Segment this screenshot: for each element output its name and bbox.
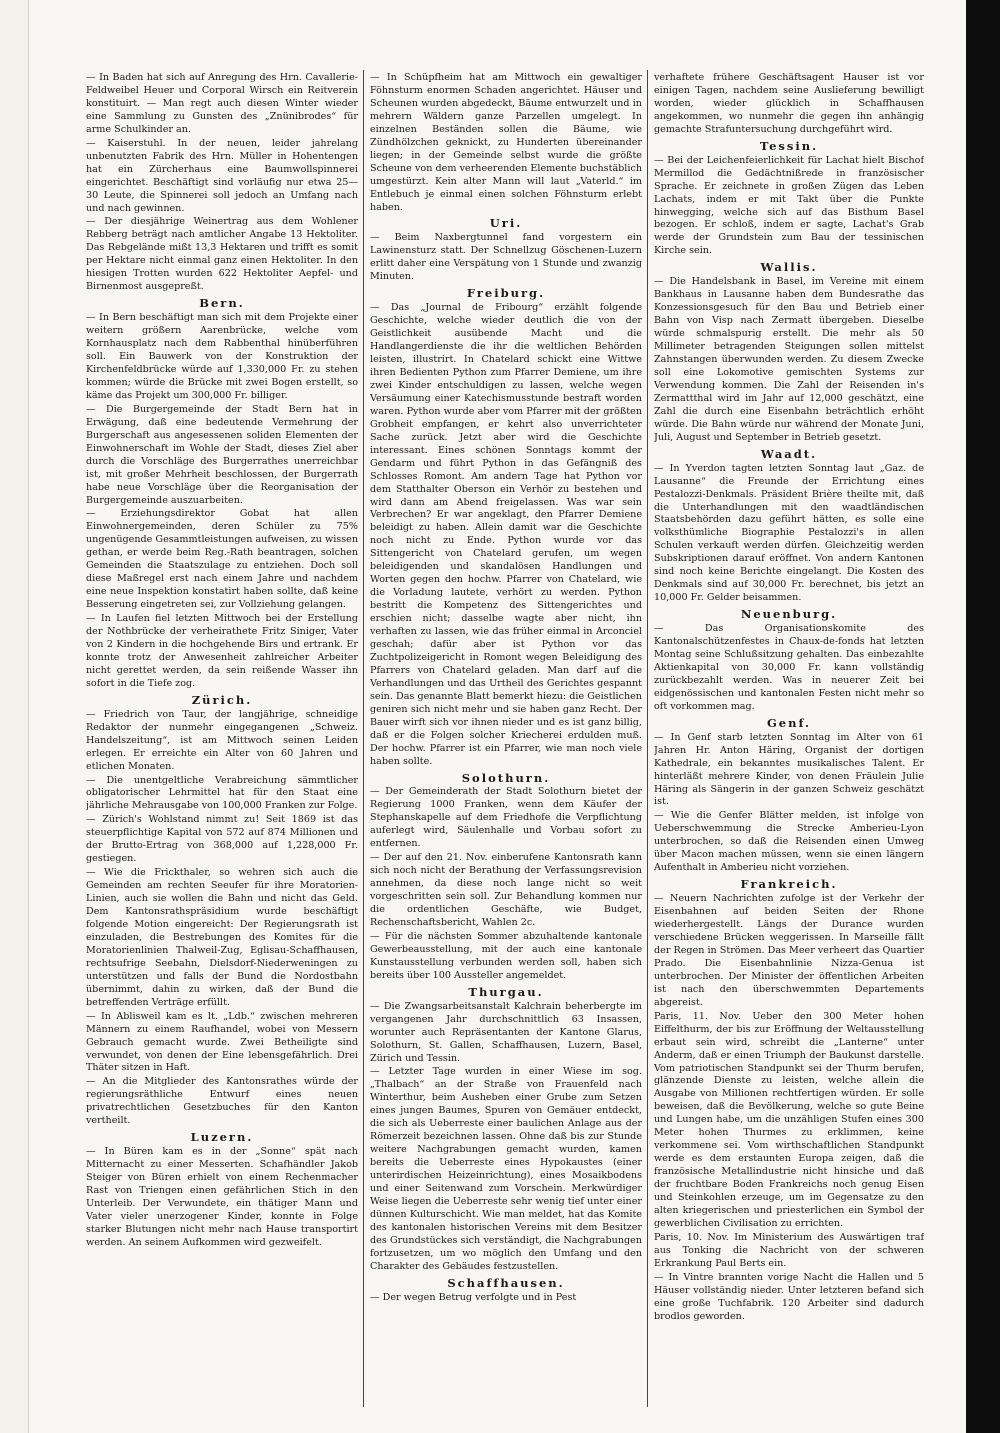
- article: — Die unentgeltliche Verabreichung sämmtlicher obligatorischer Lehrmittel hat für den Staat eine jährliche Mehrausgabe von 100,000 Franken zur Folge.: [86, 774, 358, 812]
- article: — In Vintre brannten vorige Nacht die Hallen und 5 Häuser vollständig nieder. Unter letzteren befand sich eine große Tuchfabrik. 120 Arbeiter sind dadurch brodlos geworden.: [654, 1271, 924, 1322]
- article: — Für die nächsten Sommer abzuhaltende kantonale Gewerbeausstellung, mit der auch eine kantonale Kunstausstellung verbunden werden soll, haben sich bereits über 100 Aussteller angemeldet.: [370, 930, 642, 981]
- article: — Erziehungsdirektor Gobat hat allen Einwohnergemeinden, deren Schüler zu 75% ungenügende Gesammtleistungen aufweisen, zu wissen gethan, er werde beim Reg.-Rath beantragen, solchen Gemeinden die Staatszulage zu entziehen. Doch soll diese Maßregel erst nach einem Jahre und nachdem eine neue Inspektion konstatirt haben sollte, daß keine Besserung eingetreten sei, zur Vollziehung gelangen.: [86, 508, 358, 611]
- article: Paris, 10. Nov. Im Ministerium des Auswärtigen traf aus Tonking die Nachricht von der schweren Erkrankung Paul Berts ein.: [654, 1231, 924, 1269]
- article: — In Yverdon tagten letzten Sonntag laut „Gaz. de Lausanne“ die Freunde der Errichtung eines Pestalozzi-Denkmals. Präsident Brière theilte mit, daß die Unterhandlungen mit den waadtländischen Staatsbehörden dazu geführt hätten, es solle eine volksthümliche Biographie Pestalozzi's in allen Schulen verkauft werden dürfen. Gleichzeitig werden Subskriptionen darauf eröffnet. Von andern Kantonen sind noch keine Berichte eingelangt. Die Kosten des Denkmals sind auf 30,000 Fr. berechnet, bis jetzt an 10,000 Fr. Gelder beisammen.: [654, 462, 924, 604]
- article: — Friedrich von Taur, der langjährige, schneidige Redaktor der nunmehr eingegangenen „Schweiz. Handelszeitung“, ist am Mittwoch seinen Leiden erlegen. Er erreichte ein Alter von 60 Jahren und etlichen Monaten.: [86, 708, 358, 772]
- article: — An die Mitglieder des Kantonsrathes würde der regierungsräthliche Entwurf eines neuen privatrechtlichen Gesetzbuches für den Kanton vertheilt.: [86, 1076, 358, 1127]
- section-heading-thurgau: Thurgau.: [468, 984, 544, 999]
- article: — In Laufen fiel letzten Mittwoch bei der Erstellung der Nothbrücke der verheirathete Fritz Siniger, Vater von 2 Kindern in die hochgehende Birs und ertrank. Er konnte trotz der Anwesenheit zahlreicher Arbeiter nicht gerettet werden, da sein reißende Wasser ihn sofort in die Tiefe zog.: [86, 613, 358, 689]
- article: — In Ablisweil kam es lt. „Ldb.“ zwischen mehreren Männern zu einem Raufhandel, wobei von Messern Gebrauch gemacht wurde. Zwei Betheiligte sind verwundet, von denen der Eine lebensgefährlich. Drei Thäter sitzen in Haft.: [86, 1010, 358, 1074]
- section-heading-zuerich: Zürich.: [191, 692, 253, 707]
- column-2: [370, 72, 642, 1411]
- column-rule: [647, 70, 648, 1407]
- article: — Der auf den 21. Nov. einberufene Kantonsrath kann sich noch nicht der Berathung der Verfassungsrevision annehmen, da diese noch lange nicht so weit vorgeschritten sein soll. Zur Behandlung kommen nur die ordentlichen Geschäfte, wie Budget, Rechenschaftsbericht, Wahlen 2c.: [370, 852, 642, 928]
- section-heading-genf: Genf.: [766, 715, 812, 730]
- section-heading-bern: Bern.: [199, 296, 245, 311]
- article: — Der diesjährige Weinertrag aus dem Wohlener Rebberg beträgt nach amtlicher Angabe 13 Hektoliter. Das Rebgelände mißt 13,3 Hektaren und trifft es somit per Hektare nicht einmal ganz einen Hektoliter. In den hiesigen Trotten wurden 622 Hektoliter Aepfel- und Birnenmost ausgepreßt.: [86, 216, 358, 293]
- article: — In Schüpfheim hat am Mittwoch ein gewaltiger Föhnsturm enormen Schaden angerichtet. Häuser und Scheunen wurden abgedeckt, Bäume entwurzelt und in mehrern Wäldern ganze Parzellen umgelegt. In einzelnen Beständen sollen die Bäume, wie Zündhölzchen geknickt, zu Hunderten übereinander liegen; in der Gemeinde selbst wurde die größte Scheune von dem verheerenden Elemente buchstäblich umgestürzt. Kein alter Mann will laut „Vaterld.“ im Entlebuch je einmal einen solchen Föhnsturm erlebt haben.: [370, 72, 642, 213]
- article: — Neuern Nachrichten zufolge ist der Verkehr der Eisenbahnen auf beiden Seiten der Rhone wiederhergestellt. Längs der Durance wurden verschiedene Brücken weggerissen. In Marseille fällt der Regen in Strömen. Das Meer verheert das Quartier Prado. Die Eisenbahnlinie Nizza-Genua ist unterbrochen. Der Minister der öffentlichen Arbeiten ist nach den überschwemmten Departements abgereist.: [654, 893, 924, 1008]
- section-heading-wallis: Wallis.: [760, 260, 818, 275]
- article: — Der Gemeinderath der Stadt Solothurn bietet der Regierung 1000 Franken, wenn dem Käufer der Stephanskapelle auf dem Friedhofe die Verpflichtung auferlegt wird, Säulenhalle und Vorbau sofort zu entfernen.: [370, 786, 642, 850]
- article: — Zürich's Wohlstand nimmt zu! Seit 1869 ist das steuerpflichtige Kapital von 572 auf 874 Millionen und der Brutto-Ertrag von 368,000 auf 1,228,000 Fr. gestiegen.: [86, 814, 358, 865]
- article: — Das „Journal de Fribourg“ erzählt folgende Geschichte, welche wieder deutlich die von der Geistlichkeit ausübende Macht und die Handlangerdienste die ihr die weltlichen Behörden leisten, illustrirt. In Chatelard schickt eine Wittwe ihren Bedienten Python zum Pfarrer Demiene, um ihre zwei Kinder entschuldigen zu lassen, welche wegen Versäumung einer Katechismusstunde bestraft worden waren. Python wurde aber vom Pfarrer mit der größten Grobheit empfangen, er kehrt also unverrichteter Sache zurück. Jetzt aber wird die Geschichte interessant. Eines schönen Sonntags kommt der Gendarm und führt Python in das Gefängniß des Schlosses Romont. Am andern Tage hat Python vor dem Statthalter Oberson ein Verhör zu bestehen und wird dann am Abend freigelassen. Was war sein Verbrechen? Er war angeklagt, den Pfarrer Demiene beleidigt zu haben. Allein damit war die Geschichte noch nicht zu Ende. Python wurde vor das Sittengericht von Chatelard gerufen, um wegen beleidigenden und skandalösen Handlungen und Worten gegen den hochw. Pfarrer von Chatelard, wie die Vorladung lautete, verhört zu werden. Python bestritt die Kompetenz des Sittengerichtes und erschien nicht; dasselbe wagte aber nicht, ihn verhaften zu lassen, wie das früher einmal in Arconciel geschah; dafür aber ist Python vor das Zuchtpolizeigericht in Romont wegen Beleidigung des Pfarrers von Chatelard geladen. Man darf auf die Verhandlungen und das Urtheil des Gerichtes gespannt sein. Das genannte Blatt bemerkt hiezu: die Geistlichen geniren sich nicht mehr und sie haben ganz Recht. Der Bauer wirft sich vor ihnen nieder und es ist ganz billig, daß er die Folgen solcher Kriecherei erdulden muß. Der hochw. Pfarrer ist ein Pfarrer, wie man noch viele haben sollte.: [370, 302, 642, 767]
- article: — Wie die Genfer Blätter melden, ist infolge von Ueberschwemmung die Strecke Amberieu-Lyon unterbrochen, so daß die Reisenden einen Umweg über Macon machen müssen, wenn sie einen längern Aufenthalt in Amberieu nicht vorziehen.: [654, 810, 924, 874]
- column-rule: [363, 70, 364, 1407]
- article: — Kaiserstuhl. In der neuen, leider jahrelang unbenutzten Fabrik des Hrn. Müller in Hohentengen hat ein Zürcherhaus eine Baumwollspinnerei eingerichtet. Beschäftigt sind vorläufig nur etwa 25—30 Leute, die Spinnerei soll jedoch an Umfang nach und nach gewinnen.: [86, 137, 358, 214]
- column-1: [86, 72, 358, 1411]
- article: — In Genf starb letzten Sonntag im Alter von 61 Jahren Hr. Anton Häring, Organist der dortigen Kathedrale, ein bekanntes musikalisches Talent. Er hinterläßt mehrere Kinder, von denen Fräulein Julie Häring als Sängerin in der ganzen Schweiz geschätzt ist.: [654, 731, 924, 808]
- section-heading-neuenburg: Neuenburg.: [740, 607, 838, 622]
- left-page-edge: [0, 0, 29, 1433]
- article: — Wie die Frickthaler, so wehren sich auch die Gemeinden am rechten Seeufer für ihre Moratorien-Linien, auch sie wollen die Bahn und nicht das Geld. Dem Kantonsrathspräsidium wurde beschäftigt folgende Motion eingereicht: Der Regierungsrath ist einzuladen, die Bestrebungen des Komites für die Moratorienlinien Thalweil-Zug, Eglisau-Schaffhausen, rechtsufrige Seebahn, Dielsdorf-Niederweningen zu unterstützen und falls der Bund die Nordostbahn übernimmt, dahin zu wirken, daß der Bund die betreffenden Verträge erfüllt.: [86, 867, 358, 1008]
- article: — Die Zwangsarbeitsanstalt Kalchrain beherbergte im vergangenen Jahr durchschnittlich 63 Insassen, worunter auch Repräsentanten der Kantone Glarus, Solothurn, St. Gallen, Schaffhausen, Luzern, Basel, Zürich und Tessin.: [370, 1000, 642, 1064]
- section-heading-freiburg: Freiburg.: [466, 286, 546, 301]
- article: — Die Burgergemeinde der Stadt Bern hat in Erwägung, daß eine bedeutende Vermehrung der Burgerschaft aus angesessenen soliden Elementen der Einwohnerschaft im Wohle der Stadt, dieses Ziel aber durch die Vorschläge des Burgerrathes unerreichbar ist, mit großer Mehrheit beschlossen, der Burgerrath habe neue Vorschläge über die Reorganisation der Burgergemeinde auszuarbeiten.: [86, 403, 358, 506]
- section-heading-solothurn: Solothurn.: [461, 770, 551, 785]
- article: verhaftete frühere Geschäftsagent Hauser ist vor einigen Tagen, nachdem seine Auslieferung bewilligt worden, wieder glücklich in Schaffhausen angekommen, wo nunmehr die gegen ihn anhängig gemachte Strafuntersuchung durchgeführt wird.: [654, 72, 924, 135]
- article: — In Büren kam es in der „Sonne“ spät nach Mitternacht zu einer Messerten. Schafhändler Jakob Steiger von Büren erhielt von einem Rechenmacher Rast von Triengen einen gefährlichen Stich in den Unterleib. Der Verwundete, ein thätiger Mann und Vater vieler unerzogener Kinder, konnte in Folge starker Blutungen nicht mehr nach Hause transportirt werden. An seinem Aufkommen wird gezweifelt.: [86, 1146, 358, 1248]
- article: — Bei der Leichenfeierlichkeit für Lachat hielt Bischof Mermillod die Gedächtnißrede in französischer Sprache. Er zeichnete in großen Zügen das Leben Lachats, indem er mit Takt über die Punkte hinwegging, welche sich auf das Bisthum Basel bezogen. Er schloß, indem er sagte, Lachat's Grab werde der Grundstein zum Bau der tessinischen Kirche sein.: [654, 154, 924, 257]
- section-heading-frankreich: Frankreich.: [740, 877, 838, 892]
- article: — Die Handelsbank in Basel, im Vereine mit einem Bankhaus in Lausanne haben dem Bundesrathe das Konzessionsgesuch für den Bau und Betrieb einer Bahn von Visp nach Zermatt übergeben. Dieselbe würde schmalspurig erstellt. Die mehr als 50 Millimeter betragenden Steigungen sollen mittelst Zahnstangen überwunden werden. Zu diesem Zwecke soll eine Lokomotive gemischten Systems zur Verwendung kommen. Die Zahl der Reisenden in's Zermattthal wird im Jahr auf 12,000 geschätzt, eine Zahl die durch eine Eisenbahn beträchtlich erhöht würde. Die Bahn würde nur während der Monate Juni, Juli, August und September in Betrieb gesetzt.: [654, 276, 924, 443]
- article: — Der wegen Betrug verfolgte und in Pest: [370, 1291, 577, 1303]
- article: — In Baden hat sich auf Anregung des Hrn. Cavallerie-Feldweibel Heuer und Corporal Wirsch ein Reitverein konstituirt. — Man regt auch diesen Winter wieder eine Sammlung zu Gunsten des „Znünibrodes“ für arme Schulkinder an.: [86, 72, 358, 135]
- article: Paris, 11. Nov. Ueber den 300 Meter hohen Eiffelthurm, der bis zur Eröffnung der Weltausstellung erbaut sein wird, schreibt die „Lanterne“ unter Anderm, daß er einen Triumph der Baukunst darstelle. Vom patriotischen Standpunkt sei der Thurm berufen, glänzende Dienste zu leisten, welche allein die Ausgabe von Millionen rechtfertigen würden. Er solle beweisen, daß die Bevölkerung, welche so gute Beine und Lungen habe, um die unzähligen Stufen eines 300 Meter hohen Thurmes zu erklimmen, keine verkommene sei. Vom wirthschaftlichen Standpunkt werde es dem erstaunten Europa zeigen, daß die französische Metallindustrie nicht hinsiche und daß der fruchtbare Boden Frankreichs noch genug Eisen und Steinkohlen erzeuge, um im Gegensatze zu den alten kriegerischen und priesterlichen ein Symbol der gewerblichen Civilisation zu errichten.: [654, 1010, 924, 1229]
- article: — Letzter Tage wurden in einer Wiese im sog. „Thalbach“ an der Straße von Frauenfeld nach Winterthur, beim Ausheben einer Grube zum Setzen eines jungen Baumes, Spuren von Gemäuer entdeckt, die sich als Ueberreste einer baulichen Anlage aus der Römerzeit bezeichnen lassen. Ohne daß bis zur Stunde weitere Nachgrabungen gemacht wurden, kamen bereits die Ueberreste eines Hypokaustes (einer unterirdischen Heizeinrichtung), eines Mosaikbodens und einer Seitenwand zum Vorschein. Merkwürdiger Weise liegen die Ueberreste sehr wenig tief unter einer dünnen Kulturschicht. Wie man meldet, hat das Komite des kantonalen historischen Vereins mit dem Besitzer des Grundstückes sich verständigt, die Nachgrabungen fortzusetzen, um wo möglich den Umfang und den Charakter des Gebäudes festzustellen.: [370, 1066, 642, 1272]
- right-dark-edge: [966, 0, 1000, 1433]
- section-heading-luzern: Luzern.: [190, 1130, 254, 1145]
- section-heading-waadt: Waadt.: [760, 446, 818, 461]
- section-heading-schaffhausen: Schaffhausen.: [447, 1275, 565, 1290]
- section-heading-uri: Uri.: [489, 216, 523, 231]
- article: — Beim Naxbergtunnel fand vorgestern ein Lawinensturz statt. Der Schnellzug Göschenen-Luzern erlitt daher eine Verspätung von 1 Stunde und zwanzig Minuten.: [370, 232, 642, 283]
- article: — In Bern beschäftigt man sich mit dem Projekte einer weitern größern Aarenbrücke, welche vom Kornhausplatz nach dem Rabbenthal hinüberführen soll. Ein Bauwerk von der Konstruktion der Kirchenfeldbrücke würde auf 1,330,000 Fr. zu stehen kommen; würde die Brücke mit zwei Bogen erstellt, so käme das Projekt um 300,000 Fr. billiger.: [86, 312, 358, 401]
- column-3: [654, 72, 924, 1411]
- article: — Das Organisationskomite des Kantonalschützenfestes in Chaux-de-fonds hat letzten Montag seine Schlußsitzung gehalten. Das einbezahlte Aktienkapital von 30,000 Fr. kann vollständig zurückbezahlt werden. Was in neuerer Zeit bei eidgenössischen und kantonalen Festen nicht mehr so oft vorkommen mag.: [654, 623, 924, 712]
- section-heading-tessin: Tessin.: [759, 138, 819, 153]
